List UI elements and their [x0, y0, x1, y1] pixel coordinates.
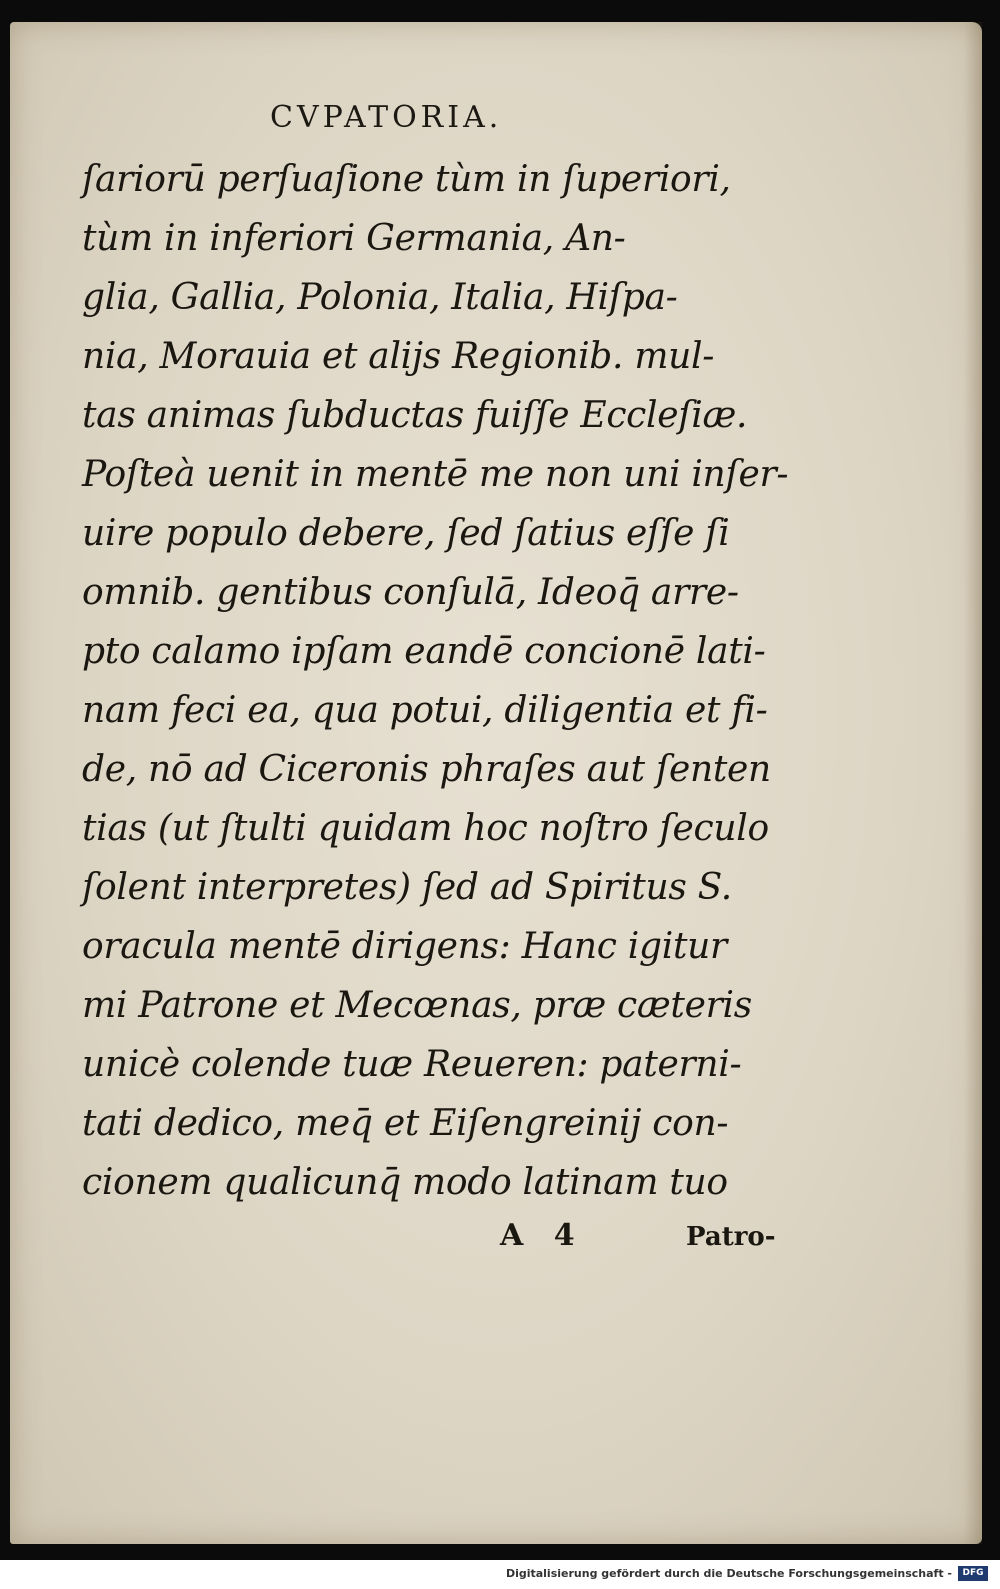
text-line: de, nō ad Ciceronis phraſes aut ſenten: [82, 749, 771, 790]
running-head: CVPATORIA.: [270, 100, 503, 135]
dfg-logo-icon: DFG: [958, 1566, 988, 1581]
text-line: tias (ut ſtulti quidam hoc noſtro ſeculo: [82, 808, 769, 849]
text-line: unicè colende tuæ Reueren: paterni-: [82, 1044, 742, 1085]
text-line: nam feci ea, qua potui, diligentia et fi-: [82, 690, 768, 731]
text-line: uire populo debere, ſed ſatius eſſe ſi: [82, 513, 730, 554]
text-line: pto calamo ipſam eandē concionē lati-: [82, 631, 766, 672]
catchword: Patro-: [686, 1222, 776, 1252]
text-line: omnib. gentibus conſulā, Ideoq̄ arre-: [82, 572, 739, 613]
text-line: tas animas ſubductas fuiſſe Eccleſiæ.: [82, 395, 748, 436]
text-line: mi Patrone et Mecœnas, præ cæteris: [82, 985, 752, 1026]
text-line: cionem qualicunq̄ modo latinam tuo: [82, 1162, 728, 1203]
text-line: oracula mentē dirigens: Hanc igitur: [82, 926, 727, 967]
signature-mark: A 4: [500, 1218, 585, 1253]
text-line: nia, Morauia et alijs Regionib. mul-: [82, 336, 715, 377]
page-edge-shadow: [964, 22, 982, 1544]
text-line: tùm in inferiori Germania, An-: [82, 218, 626, 259]
text-line: tati dedico, meq̄ et Eiſengreinij con-: [82, 1103, 729, 1144]
funding-credit: Digitalisierung gefördert durch die Deutsche Forschungsgemeinschaft -: [505, 1567, 952, 1580]
footer-bar: [0, 1560, 1000, 1589]
text-line: ſariorū perſuaſione tùm in ſuperiori,: [82, 159, 731, 200]
text-block: [82, 150, 792, 1212]
text-line: Poſteà uenit in mentē me non uni inſer-: [82, 454, 789, 495]
text-line: glia, Gallia, Polonia, Italia, Hiſpa-: [82, 277, 678, 318]
text-line: ſolent interpretes) ſed ad Spiritus S.: [82, 867, 732, 908]
